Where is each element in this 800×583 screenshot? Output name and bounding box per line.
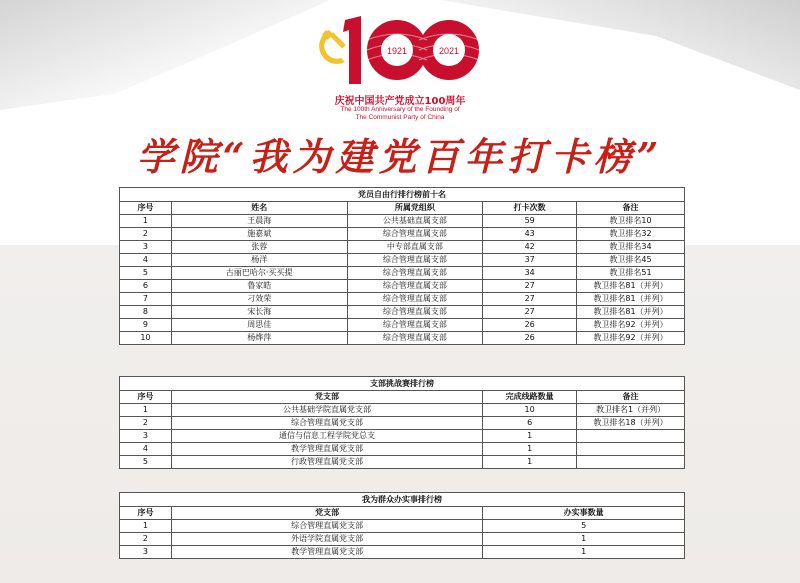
- org-cell: 综合管理直属支部: [347, 332, 483, 345]
- table-row: [120, 520, 685, 533]
- table-row: [120, 404, 685, 417]
- remark-cell: [577, 443, 685, 456]
- remark-cell: 教卫排名34: [577, 241, 685, 254]
- member-ranking-table: [119, 187, 685, 345]
- anniversary-en-line2: The Communist Party of China: [355, 114, 445, 121]
- checkins-cell: 26: [483, 332, 577, 345]
- branch-cell: 教学管理直属党支部: [171, 443, 482, 456]
- centenary-100-emblem: [315, 10, 485, 90]
- header-remark: 备注: [577, 391, 685, 404]
- table-row: [120, 417, 685, 430]
- branch-challenge-caption: 支部挑战赛排行榜: [119, 376, 685, 390]
- name-cell: 施嘉斌: [171, 228, 347, 241]
- index-cell: 3: [120, 546, 172, 559]
- decorative-ribbon-right: [440, 0, 800, 90]
- header-branch: 党支部: [171, 391, 482, 404]
- name-cell: 张蓉: [171, 241, 347, 254]
- remark-cell: 教卫排名10: [577, 215, 685, 228]
- anniversary-cn-text: 庆祝中国共产党成立100周年: [334, 96, 466, 107]
- routes-cell: 1: [483, 456, 577, 469]
- branch-cell: 公共基础学院直属党支部: [171, 404, 482, 417]
- table-row: [120, 215, 685, 228]
- name-cell: 刁效荣: [171, 293, 347, 306]
- table-row: [120, 319, 685, 332]
- org-cell: 中专部直属支部: [347, 241, 483, 254]
- routes-cell: 10: [483, 404, 577, 417]
- checkins-cell: 27: [483, 280, 577, 293]
- org-cell: 综合管理直属支部: [347, 254, 483, 267]
- table-row: [120, 306, 685, 319]
- checkins-cell: 27: [483, 306, 577, 319]
- branch-challenge-table: [119, 376, 685, 469]
- table-header-row: [120, 391, 685, 404]
- table-header-row: [120, 507, 685, 520]
- table-header-row: [120, 202, 685, 215]
- checkins-cell: 34: [483, 267, 577, 280]
- service-ranking-table: [119, 492, 685, 559]
- index-cell: 7: [120, 293, 172, 306]
- routes-cell: 1: [483, 443, 577, 456]
- routes-cell: 6: [483, 417, 577, 430]
- index-cell: 5: [120, 267, 172, 280]
- service-count-cell: 1: [483, 546, 685, 559]
- index-cell: 4: [120, 254, 172, 267]
- remark-cell: [577, 430, 685, 443]
- header-org: 所属党组织: [347, 202, 483, 215]
- checkins-cell: 43: [483, 228, 577, 241]
- org-cell: 综合管理直属支部: [347, 280, 483, 293]
- anniversary-en-line1: The 100th Anniversary of the Founding of: [340, 106, 460, 113]
- table-row: [120, 456, 685, 469]
- table-row: [120, 241, 685, 254]
- index-cell: 2: [120, 228, 172, 241]
- decorative-ribbon-left: [0, 0, 330, 110]
- name-cell: 杨洋: [171, 254, 347, 267]
- org-cell: 综合管理直属支部: [347, 228, 483, 241]
- index-cell: 1: [120, 215, 172, 228]
- header-remark: 备注: [577, 202, 685, 215]
- header-index: 序号: [120, 202, 172, 215]
- remark-cell: 教卫排名32: [577, 228, 685, 241]
- index-cell: 2: [120, 417, 172, 430]
- branch-cell: 教学管理直属党支部: [171, 546, 482, 559]
- hammer-sickle-icon: [319, 30, 346, 64]
- table-row: [120, 430, 685, 443]
- remark-cell: 教卫排名18（并列）: [577, 417, 685, 430]
- index-cell: 8: [120, 306, 172, 319]
- name-cell: 周思佳: [171, 319, 347, 332]
- remark-cell: 教卫排名45: [577, 254, 685, 267]
- remark-cell: 教卫排名92（并列）: [577, 319, 685, 332]
- year-start: 1921: [386, 46, 408, 56]
- remark-cell: 教卫排名51: [577, 267, 685, 280]
- table-row: [120, 267, 685, 280]
- index-cell: 3: [120, 241, 172, 254]
- index-cell: 10: [120, 332, 172, 345]
- header-branch: 党支部: [171, 507, 482, 520]
- name-cell: 宋长海: [171, 306, 347, 319]
- branch-cell: 行政管理直属党支部: [171, 456, 482, 469]
- header-index: 序号: [120, 391, 172, 404]
- header-routes: 完成线路数量: [483, 391, 577, 404]
- branch-cell: 综合管理直属党支部: [171, 520, 482, 533]
- branch-cell: 通信与信息工程学院党总支: [171, 430, 482, 443]
- checkins-cell: 59: [483, 215, 577, 228]
- table-row: [120, 228, 685, 241]
- index-cell: 5: [120, 456, 172, 469]
- centenary-logo: [315, 10, 485, 120]
- remark-cell: 教卫排名81（并列）: [577, 280, 685, 293]
- org-cell: 综合管理直属支部: [347, 306, 483, 319]
- table-row: [120, 293, 685, 306]
- table-row: [120, 533, 685, 546]
- index-cell: 4: [120, 443, 172, 456]
- org-cell: 综合管理直属支部: [347, 293, 483, 306]
- table-row: [120, 280, 685, 293]
- header-name: 姓名: [171, 202, 347, 215]
- remark-cell: 教卫排名81（并列）: [577, 306, 685, 319]
- table-row: [120, 546, 685, 559]
- checkins-cell: 42: [483, 241, 577, 254]
- service-count-cell: 1: [483, 533, 685, 546]
- page-title: 学院“我为建党百年打卡榜”: [136, 134, 664, 179]
- org-cell: 综合管理直属支部: [347, 319, 483, 332]
- header-checkins: 打卡次数: [483, 202, 577, 215]
- name-cell: 鲁家皓: [171, 280, 347, 293]
- table-row: [120, 332, 685, 345]
- header-index: 序号: [120, 507, 172, 520]
- table-row: [120, 443, 685, 456]
- checkins-cell: 26: [483, 319, 577, 332]
- checkins-cell: 27: [483, 293, 577, 306]
- service-count-cell: 5: [483, 520, 685, 533]
- index-cell: 2: [120, 533, 172, 546]
- branch-cell: 外语学院直属党支部: [171, 533, 482, 546]
- index-cell: 3: [120, 430, 172, 443]
- checkins-cell: 37: [483, 254, 577, 267]
- index-cell: 1: [120, 404, 172, 417]
- index-cell: 6: [120, 280, 172, 293]
- table-row: [120, 254, 685, 267]
- remark-cell: [577, 456, 685, 469]
- index-cell: 9: [120, 319, 172, 332]
- service-ranking-caption: 我为群众办实事排行榜: [119, 492, 685, 506]
- remark-cell: 教卫排名81（并列）: [577, 293, 685, 306]
- index-cell: 1: [120, 520, 172, 533]
- header-service-count: 办实事数量: [483, 507, 685, 520]
- remark-cell: 教卫排名92（并列）: [577, 332, 685, 345]
- name-cell: 杨烨萍: [171, 332, 347, 345]
- org-cell: 综合管理直属支部: [347, 267, 483, 280]
- remark-cell: 教卫排名1（并列）: [577, 404, 685, 417]
- branch-cell: 综合管理直属党支部: [171, 417, 482, 430]
- member-ranking-caption: 党员自由行排行榜前十名: [119, 187, 685, 201]
- name-cell: 王晨海: [171, 215, 347, 228]
- org-cell: 公共基础直属支部: [347, 215, 483, 228]
- routes-cell: 1: [483, 430, 577, 443]
- name-cell: 古丽巴哈尔·买买提: [171, 267, 347, 280]
- year-end: 2021: [438, 46, 460, 56]
